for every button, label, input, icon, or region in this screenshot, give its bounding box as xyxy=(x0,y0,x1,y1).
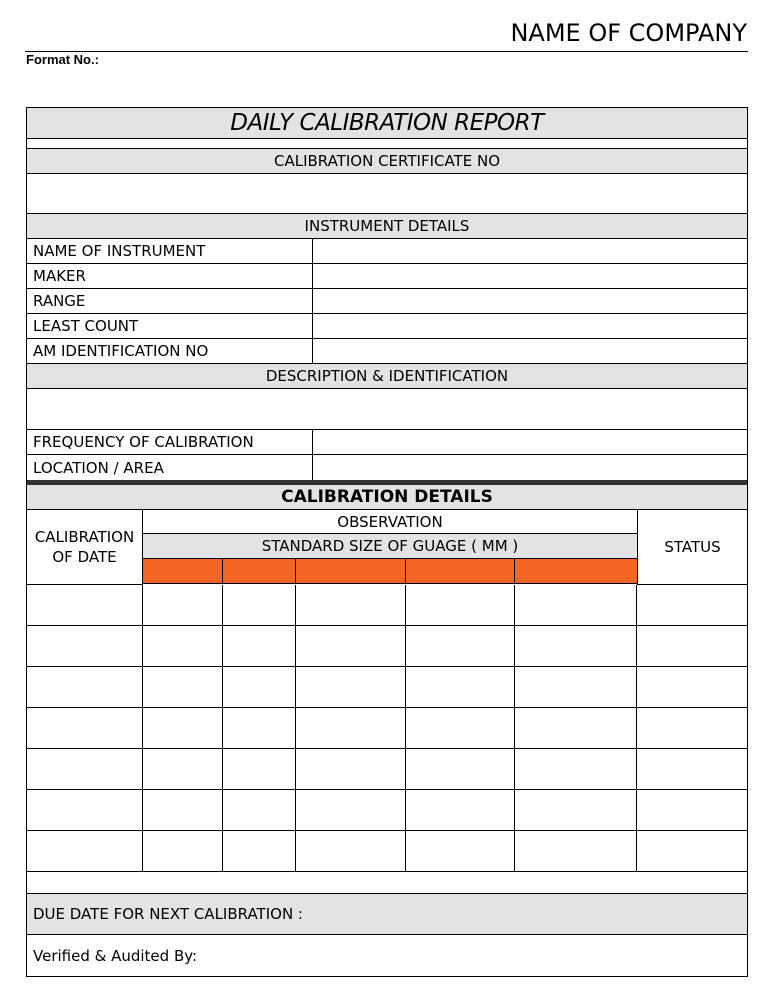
due-date-label: DUE DATE FOR NEXT CALIBRATION : xyxy=(33,905,303,923)
least-count-input[interactable] xyxy=(313,314,747,338)
instrument-heading-row xyxy=(27,214,747,239)
grid-cell[interactable] xyxy=(27,790,143,831)
footer-spacer xyxy=(27,871,747,894)
am-identification-input[interactable] xyxy=(313,339,747,363)
field-label: FREQUENCY OF CALIBRATION xyxy=(33,433,254,451)
grid-cell[interactable] xyxy=(296,667,406,708)
company-name: NAME OF COMPANY xyxy=(510,19,747,47)
grid-cell[interactable] xyxy=(637,626,747,667)
spacer-row xyxy=(27,139,747,149)
grid-cell[interactable] xyxy=(296,585,406,626)
certificate-value-field[interactable] xyxy=(27,174,747,214)
size-header-cell[interactable] xyxy=(223,559,296,584)
details-heading-row xyxy=(27,485,747,510)
maker-input[interactable] xyxy=(313,264,747,288)
instrument-field-row xyxy=(27,339,747,364)
status-column-header xyxy=(637,510,747,585)
grid-cell[interactable] xyxy=(515,831,637,872)
certificate-heading-row xyxy=(27,149,747,174)
grid-cell[interactable] xyxy=(223,708,296,749)
grid-cell[interactable] xyxy=(143,790,223,831)
grid-cell[interactable] xyxy=(143,708,223,749)
location-input[interactable] xyxy=(313,455,747,480)
grid-cell[interactable] xyxy=(223,585,296,626)
grid-cell[interactable] xyxy=(296,831,406,872)
standard-size-label: STANDARD SIZE OF GUAGE ( MM ) xyxy=(261,537,519,555)
grid-cell[interactable] xyxy=(223,626,296,667)
verified-row xyxy=(27,935,747,976)
grid-cell[interactable] xyxy=(27,585,143,626)
grid-cell[interactable] xyxy=(27,749,143,790)
description-heading: DESCRIPTION & IDENTIFICATION xyxy=(265,367,509,385)
date-header-line2: OF DATE xyxy=(52,548,117,566)
grid-cell[interactable] xyxy=(223,667,296,708)
due-date-row xyxy=(27,894,747,935)
grid-cell[interactable] xyxy=(637,831,747,872)
grid-cell[interactable] xyxy=(637,585,747,626)
size-header-cell[interactable] xyxy=(515,559,637,584)
instrument-field-row xyxy=(27,314,747,339)
grid-cell[interactable] xyxy=(27,626,143,667)
instrument-field-row xyxy=(27,239,747,264)
size-header-cell[interactable] xyxy=(406,559,515,584)
report-title-row xyxy=(27,108,747,139)
frequency-row xyxy=(27,430,747,455)
date-column-header xyxy=(27,510,143,585)
grid-cell[interactable] xyxy=(27,831,143,872)
grid-cell[interactable] xyxy=(296,790,406,831)
field-label: LEAST COUNT xyxy=(33,317,139,335)
grid-cell[interactable] xyxy=(406,749,515,790)
grid-cell[interactable] xyxy=(143,585,223,626)
description-heading-row xyxy=(27,364,747,389)
grid-cell[interactable] xyxy=(27,708,143,749)
grid-cell[interactable] xyxy=(406,790,515,831)
observation-label: OBSERVATION xyxy=(337,512,443,531)
grid-cell[interactable] xyxy=(406,667,515,708)
size-header-cell[interactable] xyxy=(296,559,406,584)
location-row xyxy=(27,455,747,480)
header-divider xyxy=(25,51,748,52)
grid-cell[interactable] xyxy=(637,667,747,708)
grid-cell[interactable] xyxy=(515,749,637,790)
status-label: STATUS xyxy=(664,538,721,556)
grid-cell[interactable] xyxy=(223,790,296,831)
date-header-line1: CALIBRATION xyxy=(34,528,135,546)
field-label: RANGE xyxy=(33,292,86,310)
instrument-field-row xyxy=(27,264,747,289)
grid-cell[interactable] xyxy=(27,667,143,708)
grid-cell[interactable] xyxy=(515,708,637,749)
grid-cell[interactable] xyxy=(223,749,296,790)
grid-cell[interactable] xyxy=(143,626,223,667)
grid-cell[interactable] xyxy=(515,790,637,831)
grid-cell[interactable] xyxy=(296,708,406,749)
field-label: NAME OF INSTRUMENT xyxy=(33,242,206,260)
grid-cell[interactable] xyxy=(406,831,515,872)
grid-cell[interactable] xyxy=(143,749,223,790)
grid-cell[interactable] xyxy=(637,708,747,749)
standard-size-header xyxy=(143,534,637,559)
frequency-input[interactable] xyxy=(313,430,747,454)
report-title: DAILY CALIBRATION REPORT xyxy=(230,110,544,136)
size-header-cell[interactable] xyxy=(143,559,223,584)
format-number-label: Format No.: xyxy=(26,52,99,67)
grid-cell[interactable] xyxy=(637,790,747,831)
grid-cell[interactable] xyxy=(406,708,515,749)
field-label: LOCATION / AREA xyxy=(33,458,164,477)
observation-header xyxy=(143,510,637,534)
description-value-field[interactable] xyxy=(27,389,747,430)
instrument-heading: INSTRUMENT DETAILS xyxy=(304,217,470,235)
certificate-heading: CALIBRATION CERTIFICATE NO xyxy=(273,152,501,170)
range-input[interactable] xyxy=(313,289,747,313)
grid-cell[interactable] xyxy=(515,585,637,626)
grid-cell[interactable] xyxy=(406,585,515,626)
grid-cell[interactable] xyxy=(406,626,515,667)
grid-cell[interactable] xyxy=(143,667,223,708)
grid-cell[interactable] xyxy=(515,626,637,667)
grid-cell[interactable] xyxy=(223,831,296,872)
field-label: AM IDENTIFICATION NO xyxy=(33,342,209,360)
grid-cell[interactable] xyxy=(296,626,406,667)
grid-cell[interactable] xyxy=(637,749,747,790)
name-of-instrument-input[interactable] xyxy=(313,239,747,263)
verified-label: Verified & Audited By: xyxy=(33,946,198,965)
instrument-field-row xyxy=(27,289,747,314)
grid-cell[interactable] xyxy=(515,667,637,708)
field-label: MAKER xyxy=(33,267,86,285)
grid-cell[interactable] xyxy=(143,831,223,872)
details-heading: CALIBRATION DETAILS xyxy=(281,487,493,507)
calibration-form xyxy=(26,107,748,977)
grid-cell[interactable] xyxy=(296,749,406,790)
